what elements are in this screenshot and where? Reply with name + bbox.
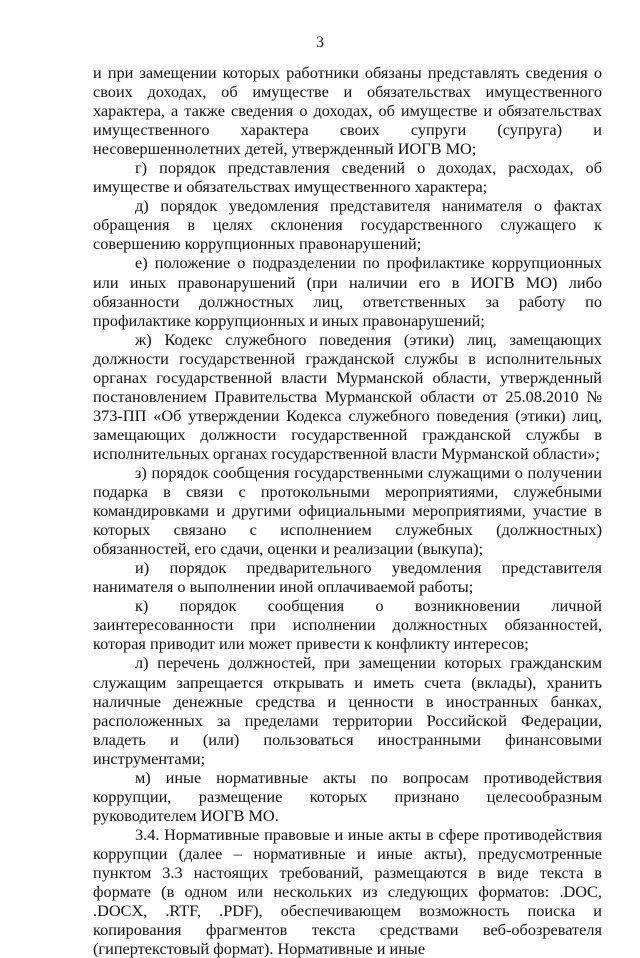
document-body xyxy=(93,63,602,958)
paragraph-item-d: д) порядок уведомления представителя нанимателя о фактах обращения в целях склонения государственного служащего к совершению коррупционных правонарушений; xyxy=(93,196,602,254)
paragraph-item-e: е) положение о подразделении по профилактике коррупционных или иных правонарушений (при наличии его в ИОГВ МО) либо обязанности должностных лиц, ответственных за работу по профилактике коррупционных и иных правонарушений; xyxy=(93,253,602,330)
paragraph-item-m: м) иные нормативные акты по вопросам противодействия коррупции, размещение которых признано целесообразным руководителем ИОГВ МО. xyxy=(93,767,602,825)
paragraph-section-3-4: 3.4. Нормативные правовые и иные акты в сфере противодействия коррупции (далее – нормативные и иные акты), предусмотренные пунктом 3.3 настоящих требований, размещаются в виде текста в формате (в одном или нескольких из следующих форматов: .DOC, .DOCX, .RTF, .PDF), обеспечивающем возможность поиска и копирования фрагментов текста средствами веб-обозревателя (гипертекстовый формат). Нормативные и иные xyxy=(93,824,602,958)
paragraph-item-k: к) порядок сообщения о возникновении личной заинтересованности при исполнении должностных обязанностей, которая приводит или может привести к конфликту интересов; xyxy=(93,596,602,654)
paragraph-item-z: з) порядок сообщения государственными служащими о получении подарка в связи с протокольными мероприятиями, служебными командировками и другими официальными мероприятиями, участие в которых связано с исполнением служебных (должностных) обязанностей, его сдачи, оценки и реализации (выкупа); xyxy=(93,462,602,559)
paragraph-item-g: г) порядок представления сведений о доходах, расходах, об имуществе и обязательствах имущественного характера; xyxy=(93,158,602,197)
paragraph-continuation: и при замещении которых работники обязаны представлять сведения о своих доходах, об имуществе и обязательствах имущественного характера, а также сведения о доходах, об имуществе и обязательствах имущественного характера своих супруги (супруга) и несовершеннолетних детей, утвержденный ИОГВ МО; xyxy=(93,63,602,159)
page-number: 3 xyxy=(316,34,324,51)
paragraph-item-l: л) перечень должностей, при замещении которых гражданским служащим запрещается открывать и иметь счета (вклады), хранить наличные денежные средства и ценности в иностранных банках, расположенных за пределами территории Российской Федерации, владеть и (или) пользоваться иностранными финансовыми инструментами; xyxy=(93,653,602,768)
paragraph-item-zh: ж) Кодекс служебного поведения (этики) лиц, замещающих должности государственной гражданской службы в исполнительных органах государственной власти Мурманской области, утвержденный постановлением Правительства Мурманской области от 25.08.2010 № 373-ПП «Об утверждении Кодекса служебного поведения (этики) лиц, замещающих должности государственной гражданской службы в исполнительных органах государственной власти Мурманской области»; xyxy=(93,329,602,463)
paragraph-item-i: и) порядок предварительного уведомления представителя нанимателя о выполнении иной оплачиваемой работы; xyxy=(93,558,602,597)
